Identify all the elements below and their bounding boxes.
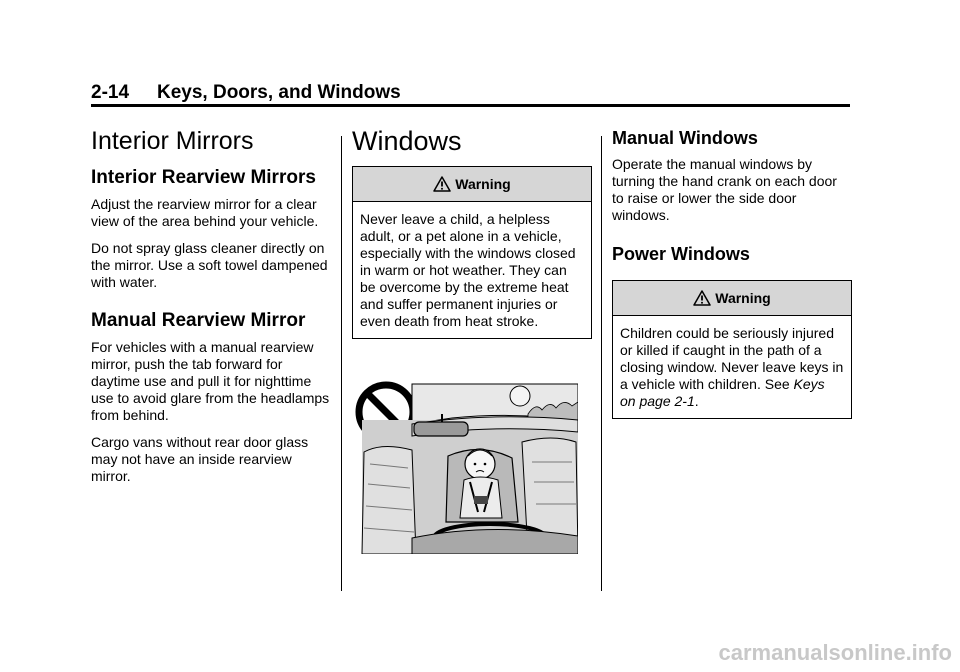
interior-mirrors-title: Interior Mirrors [91, 127, 254, 155]
rearview-paragraph-1: Adjust the rearview mirror for a clear view of the area behind your vehicle. [91, 196, 319, 229]
page-number: 2-14 [91, 82, 130, 103]
manual-paragraph-2: Cargo vans without rear door glass may not have an inside rearview mirror. [91, 434, 309, 484]
power-windows-heading: Power Windows [612, 244, 750, 264]
manual-windows-text: Operate the manual windows by turning the hand crank on each door to raise or lower the side door windows. [612, 156, 837, 223]
warning-text-main: Children could be seriously injured or killed if caught in the path of a closing window. Never leave keys in a vehicle with children. See [620, 325, 844, 392]
warning-text-end: . [694, 393, 699, 409]
column-windows [352, 126, 592, 339]
page-header [91, 82, 849, 104]
column-divider-2 [601, 136, 602, 591]
warning-header [613, 281, 851, 316]
power-windows-warning-box [612, 280, 852, 419]
manual-windows-heading: Manual Windows [612, 128, 758, 148]
warning-header [353, 167, 591, 202]
warning-triangle-icon [433, 176, 451, 192]
windows-title: Windows [352, 126, 462, 156]
column-manual-power-windows [612, 126, 852, 419]
rearview-paragraph-2: Do not spray glass cleaner directly on the mirror. Use a soft towel dampened with water. [91, 240, 328, 290]
watermark: carmanualsonline.info [718, 640, 952, 665]
warning-text: Never leave a child, a helpless adult, or a pet alone in a vehicle, especially with the windows closed in warm or hot weather. They can be overcome by the extreme heat and suffer permanent injuries or even death from heat stroke. [360, 211, 576, 329]
section-title: Keys, Doors, and Windows [157, 82, 401, 103]
manual-rearview-heading: Manual Rearview Mirror [91, 310, 306, 331]
manual-paragraph-1: For vehicles with a manual rearview mirror, push the tab forward for daytime use and pull it for nighttime use to avoid glare from the headlamps from behind. [91, 339, 330, 423]
child-in-vehicle-illustration [352, 372, 578, 554]
keys-page-reference: Keys on page 2-1 [620, 376, 825, 409]
warning-label: Warning [715, 290, 771, 306]
warning-label: Warning [455, 176, 511, 192]
column-interior-mirrors [91, 126, 331, 495]
interior-rearview-heading: Interior Rearview Mirrors [91, 167, 316, 188]
warning-triangle-icon [693, 290, 711, 306]
warning-text [613, 316, 851, 418]
column-divider-1 [341, 136, 342, 591]
header-rule [91, 104, 850, 107]
windows-warning-box [352, 166, 592, 339]
